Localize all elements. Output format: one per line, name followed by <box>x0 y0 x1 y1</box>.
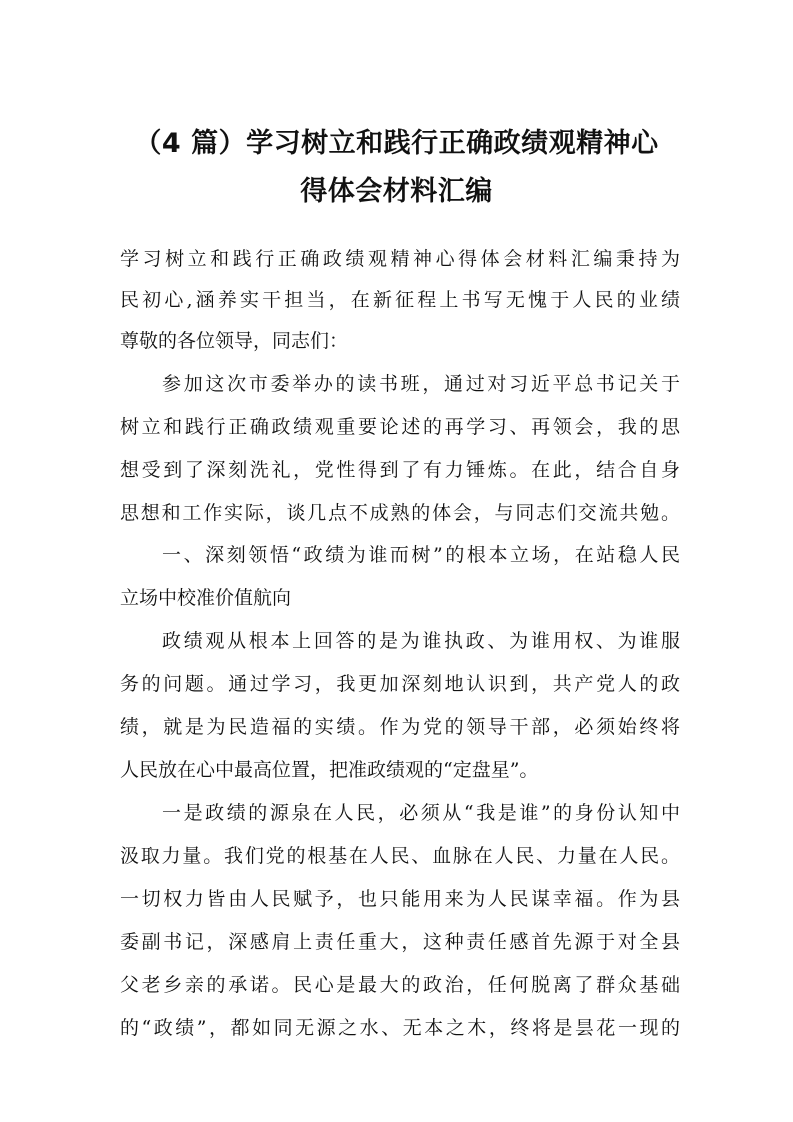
intro-line-1: 学习树立和践行正确政绩观精神心得体会材料汇编秉持为 <box>120 248 680 270</box>
section-1-heading-line-1: 一、深刻领悟“政绩为谁而树”的根本立场，在站稳人民 <box>162 544 680 566</box>
salutation: 尊敬的各位领导，同志们： <box>120 330 349 352</box>
document-title-line-1: （4 篇）学习树立和践行正确政绩观精神心 <box>134 128 659 159</box>
paragraph-3-line-4: 委副书记，深感肩上责任重大，这种责任感首先源于对全县 <box>120 931 680 953</box>
paragraph-2-line-2: 务的问题。通过学习，我更加深刻地认识到，共产党人的政 <box>120 673 680 695</box>
paragraph-2-line-4: 人民放在心中最高位置，把准政绩观的“定盘星”。 <box>120 759 539 781</box>
paragraph-2-line-3: 绩，就是为民造福的实绩。作为党的领导干部，必须始终将 <box>120 716 680 738</box>
paragraph-3-line-2: 汲取力量。我们党的根基在人民、血脉在人民、力量在人民。 <box>120 845 680 867</box>
paragraph-3-line-5: 父老乡亲的承诺。民心是最大的政治，任何脱离了群众基础 <box>120 974 680 996</box>
paragraph-1-line-1: 参加这次市委举办的读书班，通过对习近平总书记关于 <box>162 373 680 395</box>
paragraph-3-line-1: 一是政绩的源泉在人民，必须从“我是谁”的身份认知中 <box>162 802 680 824</box>
paragraph-1-line-3: 想受到了深刻洗礼，党性得到了有力锤炼。在此，结合自身 <box>120 459 680 481</box>
intro-line-2: 民初心,涵养实干担当，在新征程上书写无愧于人民的业绩 <box>120 289 680 311</box>
paragraph-3-line-6: 的“政绩”，都如同无源之水、无本之木，终将是昙花一现的 <box>120 1017 680 1039</box>
document-title-line-2: 得体会材料汇编 <box>300 176 493 207</box>
paragraph-2-line-1: 政绩观从根本上回答的是为谁执政、为谁用权、为谁服 <box>162 630 680 652</box>
paragraph-3-line-3: 一切权力皆由人民赋予，也只能用来为人民谋幸福。作为县 <box>120 888 680 910</box>
paragraph-1-line-2: 树立和践行正确政绩观重要论述的再学习、再领会，我的思 <box>120 416 680 438</box>
paragraph-1-line-4: 思想和工作实际，谈几点不成熟的体会，与同志们交流共勉。 <box>120 502 680 524</box>
section-1-heading-line-2: 立场中校准价值航向 <box>120 587 292 609</box>
